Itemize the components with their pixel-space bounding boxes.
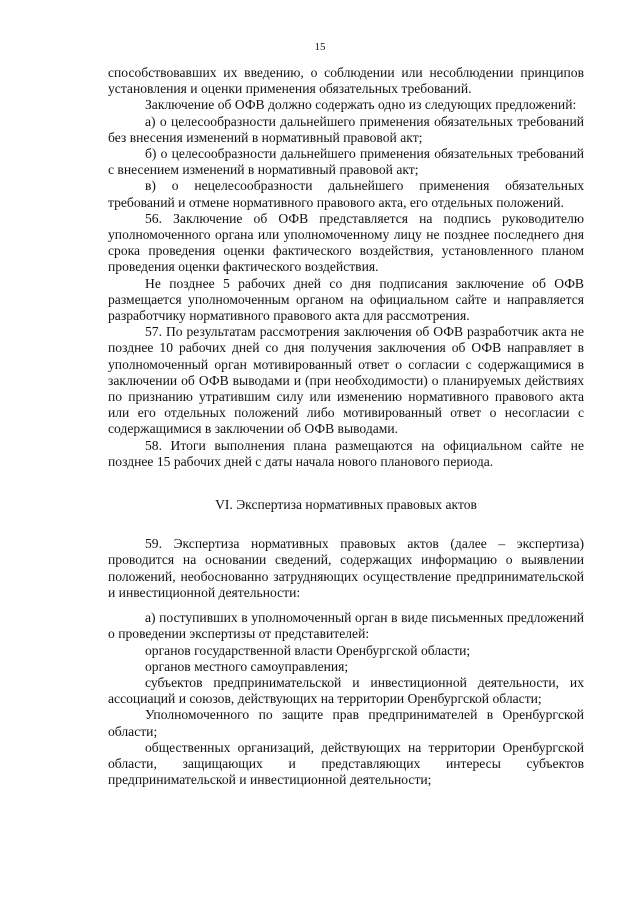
document-body xyxy=(108,65,584,788)
paragraph-58: 58. Итоги выполнения плана размещаются на официальном сайте не позднее 15 рабочих дней с даты начала нового планового периода. xyxy=(108,437,584,469)
list-item: органов местного самоуправления; xyxy=(145,658,349,674)
paragraph: Заключение об ОФВ должно содержать одно из следующих предложений: xyxy=(145,97,577,113)
list-item-c: в) о нецелесообразности дальнейшего применения обязательных требований и отмене нормативного правового акта, его отдельных положений. xyxy=(108,178,584,210)
list-item-a: а) о целесообразности дальнейшего применения обязательных требований без внесения изменений в нормативный правовой акт; xyxy=(108,113,584,145)
paragraph-56: 56. Заключение об ОФВ представляется на подпись руководителю уполномоченного органа или уполномоченному лицу не позднее последнего дня срока проведения оценки фактического воздействия, установленного планом проведения оценки фактического воздействия. xyxy=(108,210,584,275)
paragraph-57: 57. По результатам рассмотрения заключения об ОФВ разработчик акта не позднее 10 рабочих дней со дня получения заключения об ОФВ направляет в уполномоченный орган мотивированный ответ о согласии с содержащимися в заключении об ОФВ выводами и (при необходимости) о планируемых действиях по признанию утратившим силу или изменению нормативного правового акта или его отдельных положений либо мотивированный ответ о несогласии с содержащимися в заключении об ОФВ выводами. xyxy=(108,324,584,437)
list-item: Уполномоченного по защите прав предпринимателей в Оренбургской области; xyxy=(108,707,584,739)
list-item-a: а) поступивших в уполномоченный орган в виде письменных предложений о проведении экспертизы от представителей: xyxy=(108,610,584,642)
list-item: общественных организаций, действующих на территории Оренбургской области, защищающих и представляющих интересы субъектов предпринимательской и инвестиционной деятельности; xyxy=(108,739,584,788)
list-item: органов государственной власти Оренбургской области; xyxy=(145,642,471,658)
paragraph-59: 59. Экспертиза нормативных правовых актов (далее – экспертиза) проводится на основании сведений, содержащих информацию о выявлении положений, необоснованно затрудняющих осуществление предпринимательской и инвестиционной деятельности: xyxy=(108,536,584,600)
list-item-b: б) о целесообразности дальнейшего применения обязательных требований с внесением изменений в нормативный правовой акт; xyxy=(108,146,584,178)
section-heading: VI. Экспертиза нормативных правовых актов xyxy=(215,497,477,513)
page-number: 15 xyxy=(314,41,326,53)
list-item: субъектов предпринимательской и инвестиционной деятельности, их ассоциаций и союзов, действующих на территории Оренбургской области; xyxy=(108,674,584,707)
paragraph: способствовавших их введению, о соблюдении или несоблюдении принципов установления и оценки применения обязательных требований. xyxy=(108,65,584,97)
paragraph: Не позднее 5 рабочих дней со дня подписания заключение об ОФВ размещается уполномоченным органом на официальном сайте и направляется разработчику нормативного правового акта для рассмотрения. xyxy=(108,275,584,324)
